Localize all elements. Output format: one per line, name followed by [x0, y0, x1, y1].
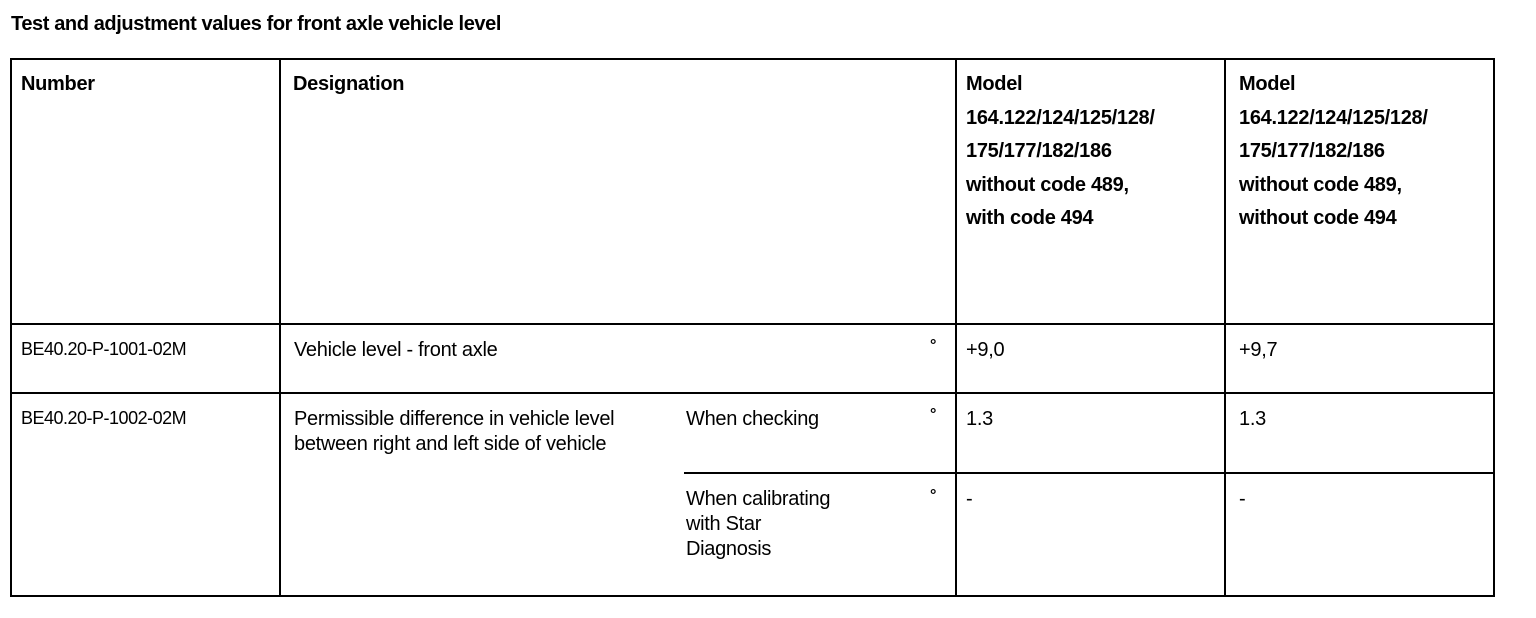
- header-model-b-line: Model: [1239, 73, 1296, 95]
- row2b-unit: °: [930, 487, 937, 504]
- row2-designation-line: between right and left side of vehicle: [294, 433, 607, 455]
- row1-model-b-value: +9,7: [1239, 339, 1278, 361]
- row2b-condition: [686, 487, 830, 562]
- row2a-condition: When checking: [686, 408, 819, 430]
- header-model-a-line: Model: [966, 73, 1023, 95]
- row2a-model-b-value: 1.3: [1239, 408, 1266, 430]
- row1-designation: Vehicle level - front axle: [294, 339, 498, 361]
- column-divider: [279, 60, 281, 595]
- header-model-a-line: 175/177/182/186: [966, 140, 1112, 162]
- header-model-b-line: 164.122/124/125/128/: [1239, 106, 1428, 129]
- header-designation: Designation: [293, 73, 405, 95]
- header-model-a-line: without code 489,: [966, 173, 1129, 196]
- row2b-condition-line: Diagnosis: [686, 538, 772, 560]
- row2-number: BE40.20-P-1002-02M: [21, 408, 187, 428]
- row2a-unit: °: [930, 406, 937, 423]
- row-divider: [12, 392, 1493, 394]
- column-divider: [1224, 60, 1226, 595]
- row1-model-a-value: +9,0: [966, 339, 1005, 361]
- row1-number: BE40.20-P-1001-02M: [21, 339, 187, 359]
- row2b-condition-line: with Star: [686, 513, 762, 535]
- header-model-b-line: without code 494: [1239, 207, 1397, 229]
- subrow-divider: [684, 472, 1493, 474]
- row2b-model-b-value: -: [1239, 488, 1246, 510]
- header-model-b-line: 175/177/182/186: [1239, 140, 1385, 162]
- spec-table: [10, 58, 1495, 597]
- row2-designation-line: Permissible difference in vehicle level: [294, 408, 615, 430]
- header-model-b-line: without code 489,: [1239, 173, 1402, 196]
- document-title: Test and adjustment values for front axle vehicle level: [11, 13, 502, 35]
- header-number: Number: [21, 73, 95, 95]
- header-model-a-line: 164.122/124/125/128/: [966, 106, 1155, 129]
- header-model-b: [1239, 68, 1428, 236]
- row2b-model-a-value: -: [966, 488, 973, 510]
- row2-designation: [294, 407, 614, 457]
- header-model-a-line: with code 494: [966, 207, 1094, 229]
- header-model-a: [966, 68, 1155, 236]
- column-divider: [955, 60, 957, 595]
- row2a-model-a-value: 1.3: [966, 408, 993, 430]
- row1-unit: °: [930, 337, 937, 354]
- row2b-condition-line: When calibrating: [686, 488, 831, 510]
- row-divider: [12, 323, 1493, 325]
